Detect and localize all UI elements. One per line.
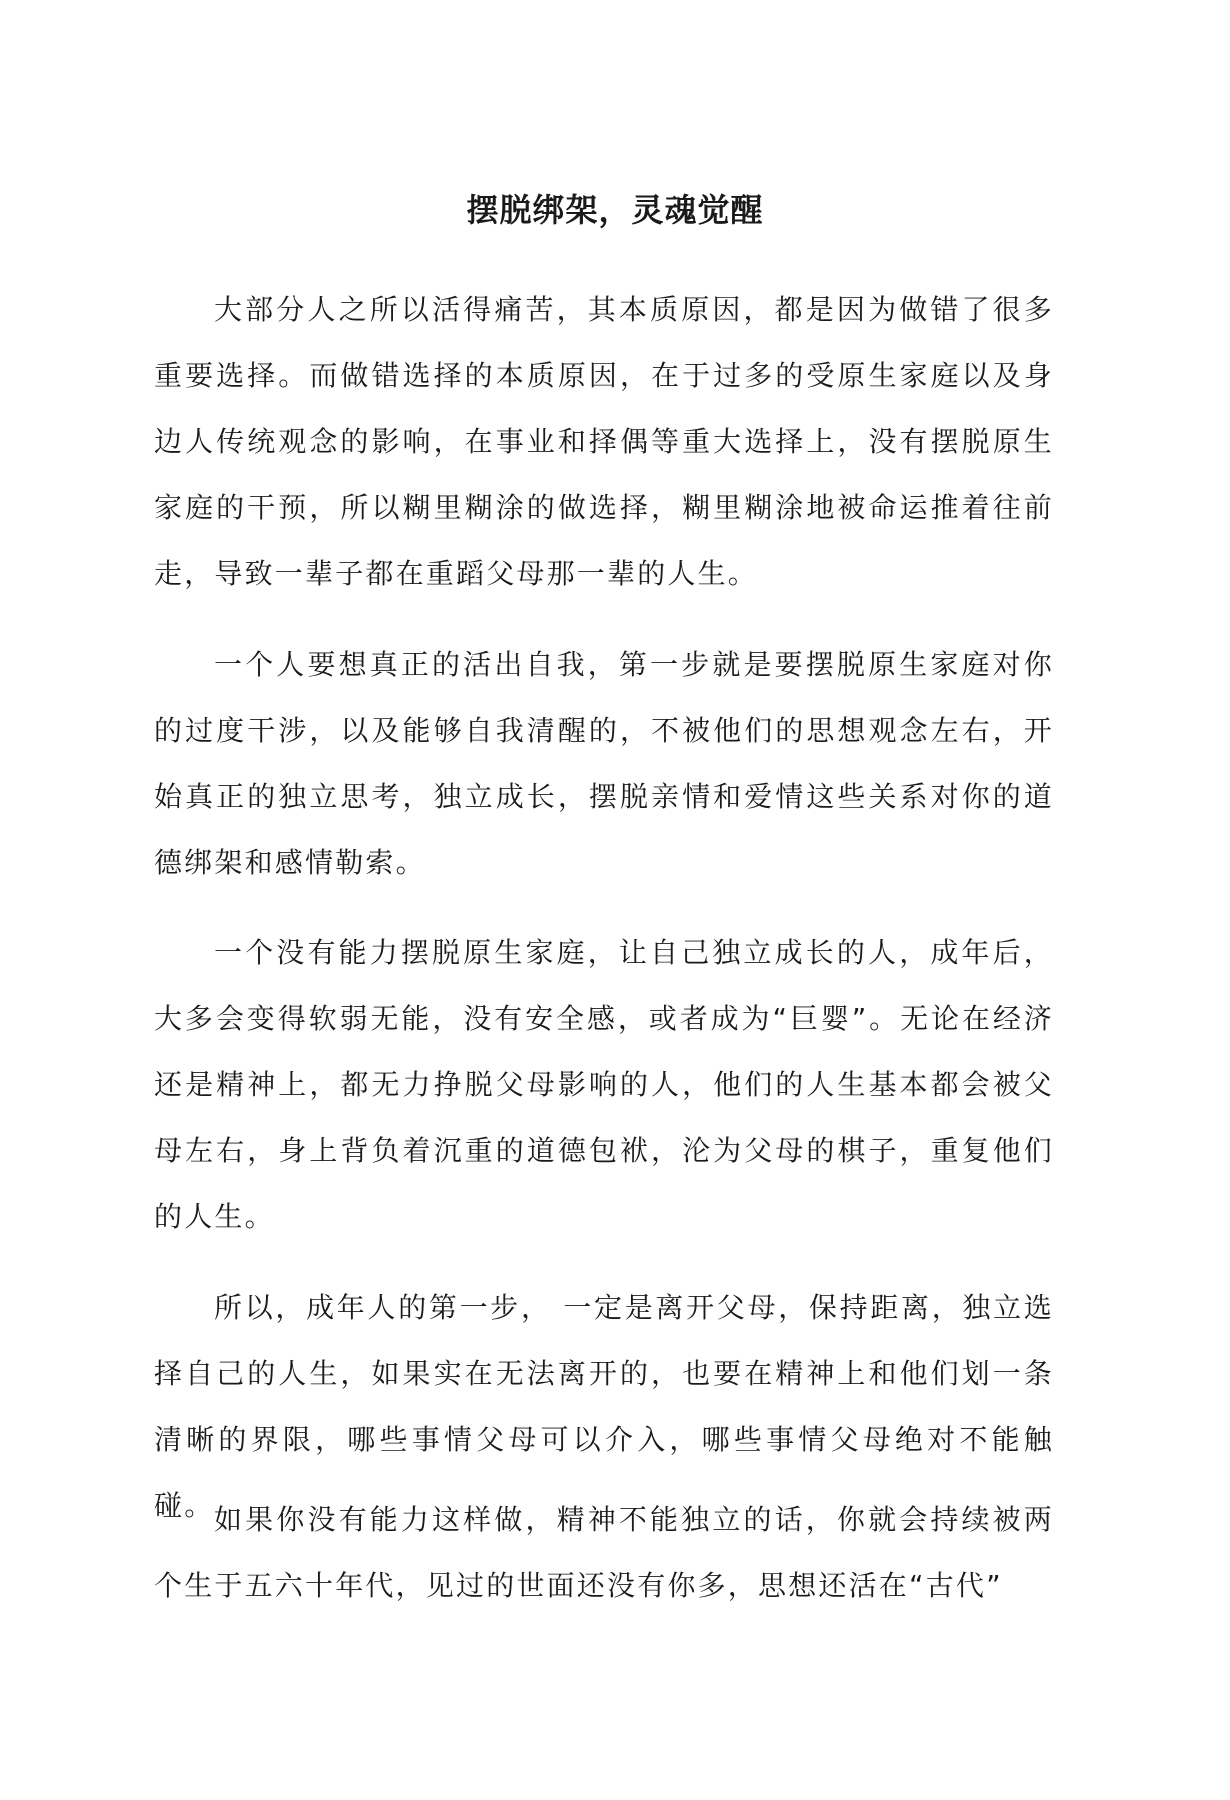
paragraph-1: 大部分人之所以活得痛苦，其本质原因，都是因为做错了很多重要选择。而做错选择的本质原因，在于过多的受原生家庭以及身边人传统观念的影响，在事业和择偶等重大选择上，没有摆脱原生家庭的干预，所以糊里糊涂的做选择，糊里糊涂地被命运推着往前走，导致一辈子都在重蹈父母那一辈的人生。 (154, 293, 1054, 590)
paragraph-4: 所以，成年人的第一步， 一定是离开父母，保持距离，独立选择自己的人生，如果实在无法离开的，也要在精神上和他们划一条清晰的界限，哪些事情父母可以介入，哪些事情父母绝对不能触碰。 (154, 1291, 1054, 1522)
document-title: 摆脱绑架，灵魂觉醒 (466, 191, 764, 229)
paragraph-3: 一个没有能力摆脱原生家庭，让自己独立成长的人，成年后，大多会变得软弱无能，没有安全感，或者成为“巨婴”。无论在经济还是精神上，都无力挣脱父母影响的人，他们的人生基本都会被父母左右，身上背负着沉重的道德包袱，沦为父母的棋子，重复他们的人生。 (154, 936, 1054, 1233)
paragraph-5: 如果你没有能力这样做，精神不能独立的话，你就会持续被两个生于五六十年代，见过的世面还没有你多，思想还活在“古代” (154, 1503, 1054, 1602)
paragraph-2: 一个人要想真正的活出自我，第一步就是要摆脱原生家庭对你的过度干涉，以及能够自我清醒的，不被他们的思想观念左右，开始真正的独立思考，独立成长，摆脱亲情和爱情这些关系对你的道德绑架和感情勒索。 (154, 648, 1054, 879)
